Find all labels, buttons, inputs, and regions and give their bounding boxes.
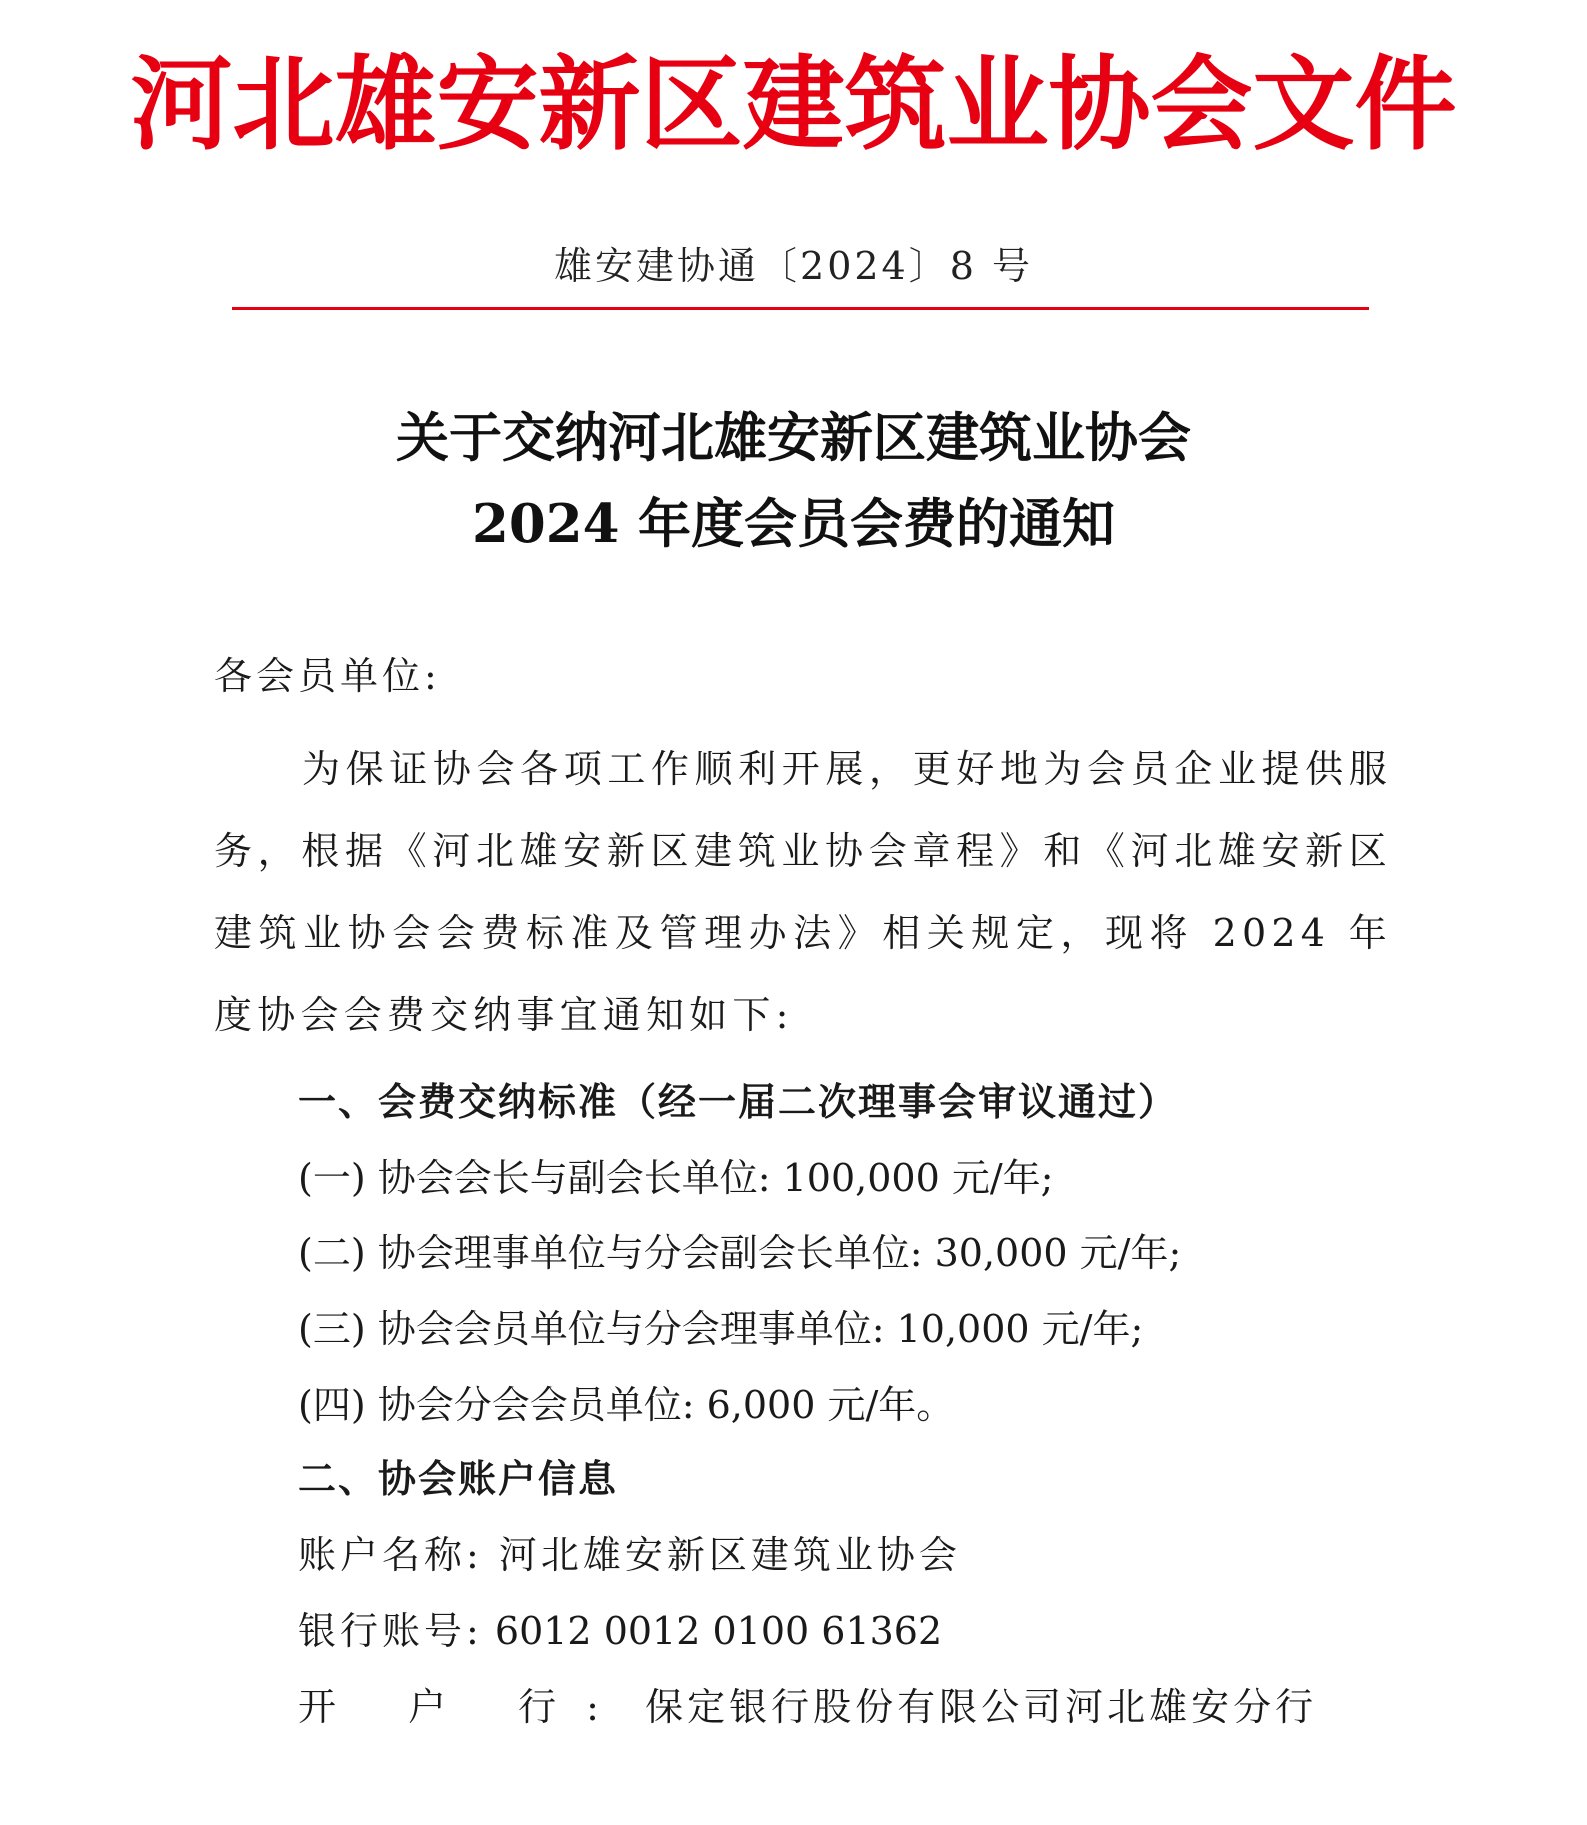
notice-title-line-2: 2024 年度会员会费的通知 — [472, 493, 1115, 555]
account-name-value: 河北雄安新区建筑业协会 — [498, 1533, 961, 1577]
bank-value: 保定银行股份有限公司河北雄安分行 — [645, 1685, 1318, 1729]
bank-label: 开 户 行: — [298, 1685, 629, 1729]
intro-paragraph: 为保证协会各项工作顺利开展，更好地为会员企业提供服务，根据《河北雄安新区建筑业协会章程》和《河北雄安新区建筑业协会会费标准及管理办法》相关规定，现将 2024 年度协会会费交纳事宜通知如下: — [214, 747, 1392, 1037]
document-masthead: 河北雄安新区建筑业协会文件 — [130, 45, 1457, 165]
fee-item-1: (一) 协会会长与副会长单位: 100,000 元/年; — [298, 1156, 1054, 1200]
document-number: 雄安建协通〔2024〕8 号 — [554, 244, 1033, 288]
section-2-heading: 二、协会账户信息 — [298, 1457, 619, 1501]
bank-row — [298, 1679, 1398, 1735]
notice-title — [0, 395, 1587, 567]
account-number-value: 6012 0012 0100 61362 — [494, 1609, 943, 1653]
section-1-heading: 一、会费交纳标准（经一届二次理事会审议通过） — [298, 1080, 1179, 1124]
account-name-label: 账户名称: — [298, 1533, 483, 1577]
account-number-label: 银行账号: — [298, 1609, 483, 1653]
account-name-row — [298, 1527, 1398, 1583]
red-divider-line — [232, 307, 1369, 310]
fee-item-2: (二) 协会理事单位与分会副会长单位: 30,000 元/年; — [298, 1231, 1182, 1275]
account-number-row — [298, 1603, 1398, 1659]
salutation: 各会员单位: — [214, 654, 441, 698]
fee-item-3: (三) 协会会员单位与分会理事单位: 10,000 元/年; — [298, 1307, 1144, 1351]
fee-item-4: (四) 协会分会会员单位: 6,000 元/年。 — [298, 1383, 955, 1427]
notice-title-line-1: 关于交纳河北雄安新区建筑业协会 — [396, 407, 1191, 469]
